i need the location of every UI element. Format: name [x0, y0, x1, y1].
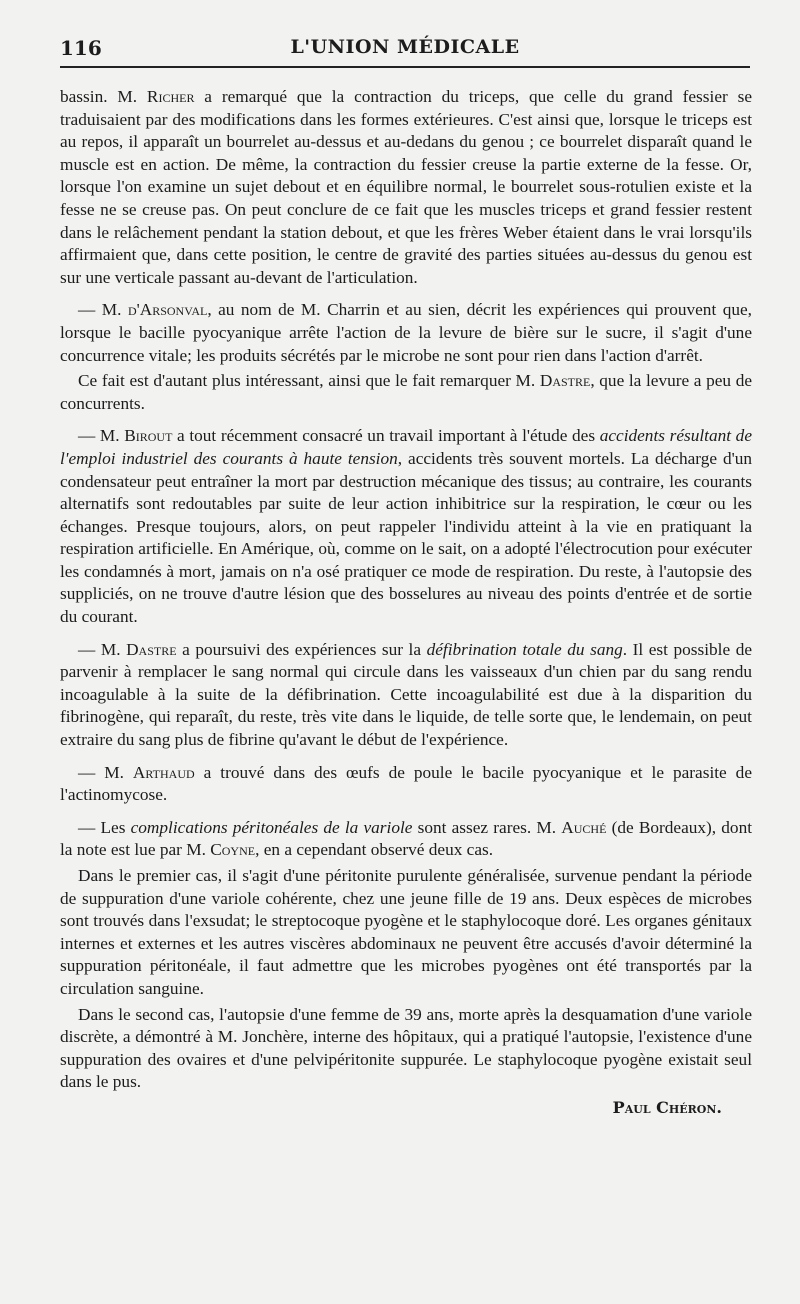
text-run: , au nom de M. Charrin et au sien, décrit les expériences qui prouvent que, lorsque le bacille pyocyanique arrête l'action de la levure de bière sur le sucre, il s'agit d'une concurrence vitale; les produits sécrétés par le microbe ne sont pour rien dans l'action d'arrêt. — [60, 300, 752, 365]
italic-phrase: défibrination totale du sang — [426, 639, 623, 659]
text-run: . Il est possible de parvenir à remplacer le sang normal qui circule dans les vaisseaux d'un chien par du sang rendu incoagulable à la suite de la défibrination. Cette incoagulabilité est due à la disparition du fibrinogène, qui reparaît, du reste, très vite dans le liquide, de telle sorte que, le lendemain, on peut extraire du sang plus de fibrine qu'avant le début de l'expérience. — [60, 639, 753, 750]
author-name: Auché — [561, 817, 607, 837]
text-run: — M. — [78, 762, 133, 782]
text-run: a poursuivi des expériences sur la — [176, 639, 427, 659]
article-body — [60, 86, 752, 1117]
page-number: 116 — [60, 36, 102, 60]
author-name: Birout — [124, 426, 173, 446]
author-name: Arthaud — [132, 762, 195, 782]
text-run: , en a cependant observé deux cas. — [255, 840, 494, 860]
running-title: L'UNION MÉDICALE — [290, 36, 520, 58]
header-rule — [60, 66, 750, 68]
paragraph-arthaud — [60, 762, 752, 807]
italic-phrase: accidents résultant de l'emploi industriel des courants à haute tension — [60, 426, 752, 468]
author-name: Richer — [146, 87, 195, 106]
paragraph-dastre — [60, 639, 752, 752]
text-run: (de Bordeaux), dont la note est lue par M. — [60, 817, 753, 860]
author-name: Coyne — [210, 840, 256, 860]
paragraph-dastre-remark — [60, 370, 752, 415]
text-run: Ce fait est d'autant plus intéressant, ainsi que le fait remarquer M. — [78, 371, 540, 391]
paragraph-birout — [60, 425, 752, 628]
text-run: sont assez rares. M. — [412, 817, 562, 837]
author-name: Dastre — [126, 639, 177, 659]
text-run: a trouvé dans des œufs de poule le bacile pyocyanique et le parasite de l'actinomycose. — [60, 762, 752, 805]
author-name: Dastre — [539, 371, 591, 391]
paragraph-first-case: Dans le premier cas, il s'agit d'une péritonite purulente généralisée, survenue pendant la période de suppuration d'une variole cohérente, chez une jeune fille de 19 ans. Deux espèces de microbes sont trouvés dans l'exsudat; le streptocoque pyogène et le staphylocoque doré. Les organes génitaux internes et externes et les autres viscères abdominaux ne peuvent être accusés d'avoir déterminé la suppuration péritonéale, il faut admettre que les microbes pyogènes ont été transportés par la circulation sanguine. — [60, 866, 752, 998]
paragraph-auche — [60, 817, 752, 862]
page-header — [60, 32, 750, 62]
italic-phrase: complications péritonéales de la variole — [130, 817, 413, 837]
text-run: , accidents très souvent mortels. La décharge d'un condensateur peut entraîner la mort par destruction mécanique des tissus; au contraire, les courants alternatifs sont redoutables par suite de leur action inhibitrice sur la respiration, le cœur ou les échanges. Presque toujours, alors, on peut rappeler l'individu atteint à la vie en pratiquant la respiration artificielle. En Amérique, où, comme on le sait, on a adopté l'électrocution pour exécuter les condamnés à mort, jamais on n'a osé pratiquer ce mode de respiration. Du reste, à l'autopsie des suppliciés, on ne trouve d'autre lésion que des bosselures au niveau des points d'entrée et de sortie du courant. — [60, 448, 752, 627]
text-run: — M. — [78, 639, 127, 659]
author-name: d'Arsonval — [127, 300, 208, 320]
paragraph-darsonval — [60, 299, 752, 367]
paragraph-second-case: Dans le second cas, l'autopsie d'une femme de 39 ans, morte après la desquamation d'une variole discrète, a démontré à M. Jonchère, interne des hôpitaux, qui a pratiqué l'autopsie, l'existence d'une suppuration des ovaires et d'une pelvipéritonite suppurée. Le staphylocoque pyogène existait seul dans le pus. — [60, 1004, 752, 1092]
text-run: — M. — [78, 426, 125, 446]
text-run: a tout récemment consacré un travail important à l'étude des — [172, 426, 600, 446]
text-run: bassin. M. — [60, 87, 147, 106]
text-run: — M. — [78, 300, 128, 320]
author-signature: Paul Chéron. — [612, 1097, 722, 1117]
text-run: a remarqué que la contraction du triceps, que celle du grand fessier se traduisaient par des modifications dans les formes extérieures. C'est ainsi que, lorsque le triceps est au repos, il apparaît un bourrelet au-dessus et au-dedans du genou ; ce bourrelet disparaît quand le muscle est en action. De même, la contraction du fessier creuse la partie externe de la fesse. Or, lorsque l'on examine un sujet debout et en équilibre normal, le bourrelet sous-rotulien existe et la fesse ne se creuse pas. On peut conclure de ce fait que les muscles triceps et grand fessier restent dans le relâchement pendant la station debout, et que les frères Weber étaient dans le vrai lorsqu'ils affirmaient que, dans cette position, le centre de gravité des parties situées au-dessus du genou est sur une verticale passant au-devant de l'articulation. — [60, 87, 752, 287]
text-run: — Les — [78, 817, 131, 837]
text-run: , que la levure a peu de concurrents. — [60, 371, 752, 413]
paragraph-richer — [60, 86, 752, 289]
